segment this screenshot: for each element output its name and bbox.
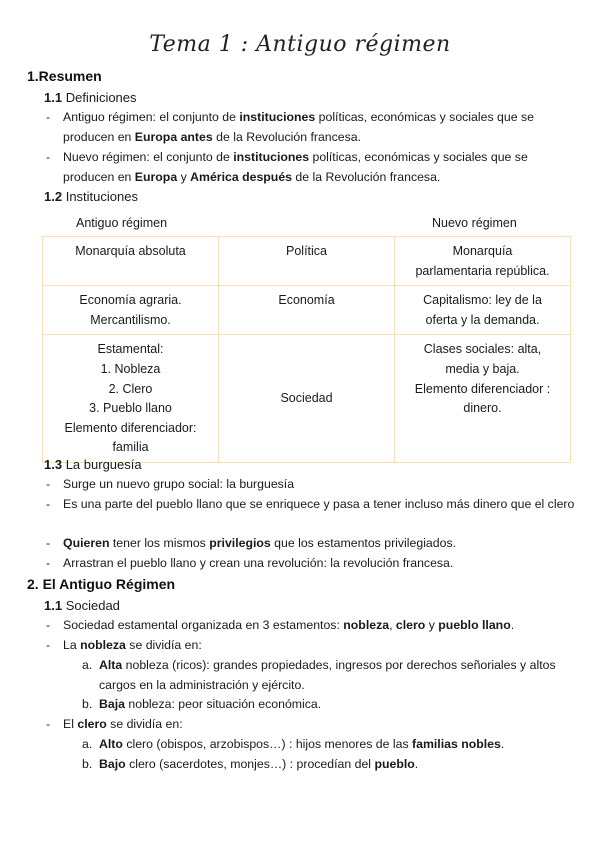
text: Nuevo régimen: el conjunto de [63, 150, 234, 164]
table-header-nuevo: Nuevo régimen [432, 216, 517, 230]
bullet-dash: - [46, 150, 51, 164]
list-item [46, 715, 576, 735]
table-row [43, 237, 571, 286]
cell-line: dinero. [463, 401, 502, 416]
cell-line: Estamental: [97, 342, 164, 357]
sub-list-item [82, 656, 572, 695]
subsection-label: Sociedad [65, 598, 120, 613]
cell-nuevo [395, 286, 571, 335]
cell-line: Política [286, 244, 327, 258]
bold-text: Alta [99, 658, 123, 672]
bullet-dash: - [46, 497, 51, 511]
bullet-dash: - [46, 536, 51, 550]
list-item [46, 495, 576, 515]
bold-text: nobleza [343, 618, 390, 632]
text: La [63, 638, 81, 652]
list-item [46, 636, 576, 656]
sub-list-item [82, 735, 572, 755]
bold-text: América después [190, 169, 292, 184]
bold-text: Bajo [99, 757, 126, 771]
text: El [63, 717, 78, 731]
list-marker: b. [82, 697, 93, 711]
text: . [510, 618, 515, 632]
bullet-dash: - [46, 477, 51, 491]
subsection-number: 1.3 [44, 457, 63, 472]
table-row [43, 335, 571, 463]
cell-line: Sociedad [280, 391, 333, 406]
definition-nuevo-regimen [46, 148, 576, 187]
sub-list-item [82, 695, 572, 715]
cell-line: parlamentaria república. [415, 263, 550, 278]
table-row [43, 286, 571, 335]
bold-text: Baja [99, 697, 125, 711]
list-item [46, 616, 576, 636]
cell-line: media y baja. [445, 361, 520, 376]
text: de la Revolución francesa. [212, 129, 362, 144]
cell-line: 1. Nobleza [100, 361, 161, 376]
text: clero (obispos, arzobispos…) : hijos menores de las [122, 737, 413, 751]
list-item [46, 475, 576, 495]
cell-line: Monarquía absoluta [75, 244, 186, 258]
table-header-antiguo: Antiguo régimen [76, 216, 168, 230]
text: Surge un nuevo grupo social: la burguesía [63, 477, 295, 491]
text: , [389, 618, 396, 632]
cell-line: Elemento diferenciador: [64, 420, 197, 435]
cell-antiguo [43, 237, 219, 286]
list-item [46, 534, 576, 554]
text: políticas, económicas y sociales que se producen en [63, 150, 528, 184]
text: se dividía en: [125, 638, 202, 652]
subsection-burguesia [44, 455, 142, 475]
text: Sociedad estamental organizada en 3 estamentos: [63, 618, 344, 632]
bold-text: clero [77, 717, 107, 731]
bold-text: nobleza [80, 638, 126, 652]
cell-nuevo [395, 335, 571, 463]
bullet-dash: - [46, 618, 51, 632]
text: nobleza (ricos): grandes propiedades, ingresos por derechos señoriales y altos cargos en la administración y ejército. [99, 658, 556, 692]
cell-antiguo [43, 286, 219, 335]
bold-text: pueblo llano [438, 618, 511, 632]
text: que los estamentos privilegiados. [270, 536, 457, 550]
subsection-label: La burguesía [65, 457, 142, 472]
cell-line: 3. Pueblo llano [89, 401, 172, 416]
bullet-dash: - [46, 638, 51, 652]
text: Antiguo régimen: el conjunto de [63, 110, 240, 124]
bold-text: instituciones [239, 110, 316, 124]
institutions-table [42, 236, 571, 463]
bold-text: pueblo [374, 757, 415, 771]
cell-antiguo [43, 335, 219, 463]
cell-line: Clases sociales: alta, [423, 342, 542, 357]
list-marker: b. [82, 757, 93, 771]
text: Es una parte del pueblo llano que se enriquece y pasa a tener incluso más dinero que el clero [63, 497, 575, 511]
subsection-number: 1.2 [44, 189, 63, 204]
cell-line: Economía [278, 293, 335, 308]
cell-line: Elemento diferenciador : [414, 381, 551, 396]
sub-list-item [82, 755, 572, 775]
subsection-number: 1.1 [44, 598, 63, 613]
text: políticas, económicas y sociales que se producen en [63, 110, 534, 144]
cell-line: Mercantilismo. [90, 312, 171, 327]
bold-text: Europa antes [134, 129, 213, 144]
list-item [46, 554, 576, 574]
text: . [500, 737, 505, 751]
section-heading-antiguo-regimen: 2. El Antiguo Régimen [27, 576, 176, 592]
definition-antiguo-regimen [46, 108, 576, 147]
cell-line: Capitalismo: ley de la [423, 293, 542, 308]
list-marker: a. [82, 737, 93, 751]
text: . [414, 757, 419, 771]
text: de la Revolución francesa. [292, 169, 441, 184]
text: se dividía en: [106, 717, 183, 731]
bold-text: instituciones [233, 150, 310, 164]
bold-text: Europa [134, 169, 178, 184]
list-marker: a. [82, 658, 93, 672]
bold-text: Quieren [63, 536, 110, 550]
text: y [177, 169, 191, 184]
subsection-definiciones [44, 88, 137, 108]
cell-line: familia [112, 440, 149, 455]
cell-line: oferta y la demanda. [425, 312, 540, 327]
cell-category [219, 335, 395, 463]
text: nobleza: peor situación económica. [124, 697, 322, 711]
subsection-label: Definiciones [65, 90, 137, 105]
cell-category [219, 237, 395, 286]
bold-text: familias nobles [412, 737, 501, 751]
cell-line: 2. Clero [108, 381, 153, 396]
bold-text: Alto [99, 737, 123, 751]
bullet-dash: - [46, 717, 51, 731]
bullet-dash: - [46, 556, 51, 570]
text: clero (sacerdotes, monjes…) : procedían del [125, 757, 375, 771]
text: tener los mismos [109, 536, 210, 550]
text: Arrastran el pueblo llano y crean una revolución: la revolución francesa. [63, 556, 454, 570]
page-title: Tema 1 : Antiguo régimen [149, 32, 451, 57]
bold-text: clero [395, 618, 426, 632]
subsection-instituciones [44, 187, 138, 207]
bullet-dash: - [46, 110, 51, 124]
cell-nuevo [395, 237, 571, 286]
subsection-number: 1.1 [44, 90, 63, 105]
cell-line: Monarquía [452, 244, 513, 258]
cell-line: Economía agraria. [79, 293, 182, 308]
subsection-label: Instituciones [65, 189, 138, 204]
text: y [425, 618, 439, 632]
cell-category [219, 286, 395, 335]
bold-text: privilegios [209, 536, 271, 550]
section-heading-resumen: 1.Resumen [27, 68, 102, 84]
subsection-sociedad [44, 596, 120, 616]
